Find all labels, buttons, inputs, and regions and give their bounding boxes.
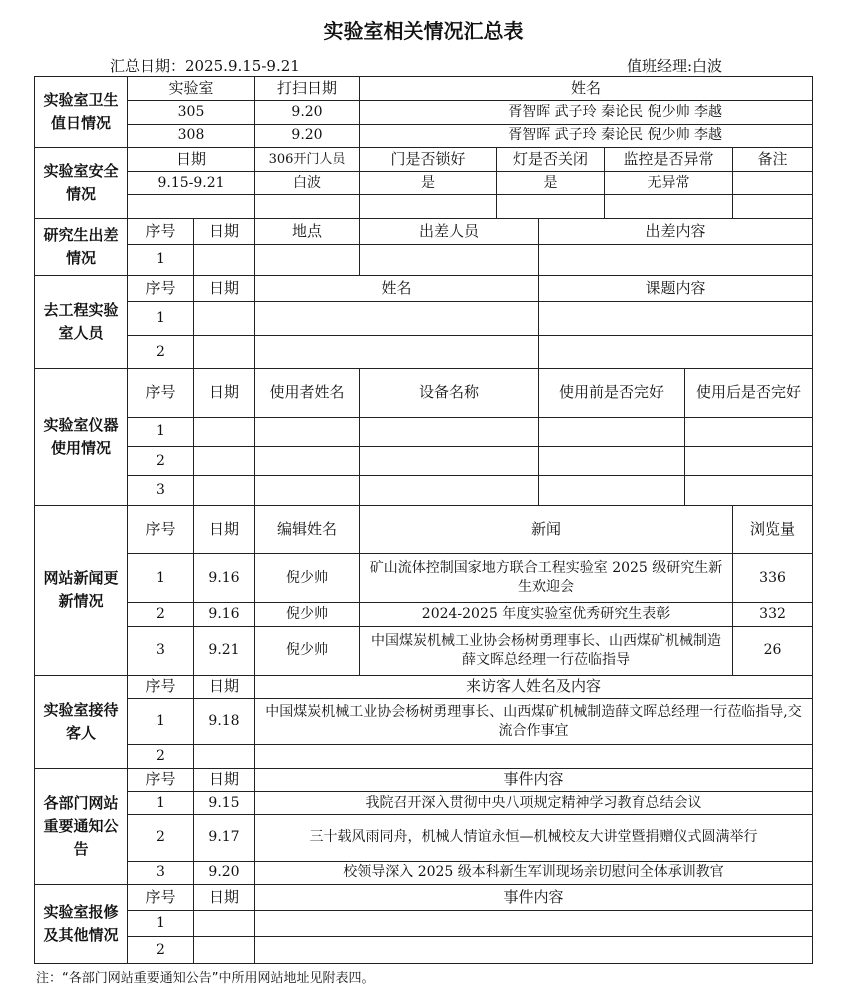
instrument-row [35,476,813,505]
empty-cell [194,447,255,476]
notices-date: 9.15 [194,791,255,814]
instrument-header-after: 使用后是否完好 [685,369,813,418]
empty-cell [539,244,813,275]
empty-cell [360,244,539,275]
trip-header-people: 出差人员 [360,218,539,244]
empty-cell [360,476,539,505]
instrument-no: 3 [128,476,194,505]
empty-cell [360,417,539,446]
repair-header-row [35,884,813,910]
visitors-date: 9.18 [194,698,255,745]
instrument-no: 2 [128,447,194,476]
empty-cell [685,447,813,476]
empty-cell [255,447,360,476]
empty-cell [360,447,539,476]
empty-cell [539,476,685,505]
hygiene-room: 305 [128,101,255,124]
instrument-header-date: 日期 [194,369,255,418]
visitors-no: 2 [128,745,194,768]
notices-content: 校领导深入 2025 级本科新生军训现场亲切慰问全体承训教官 [255,861,813,884]
safety-header-monitor: 监控是否异常 [605,147,733,171]
visitors-content: 中国煤炭机械工业协会杨树勇理事长、山西煤矿机械制造薛文晖总经理一行莅临指导,交流合作事宜 [255,698,813,745]
empty-cell [194,937,255,964]
empty-cell [194,302,255,335]
safety-monitor: 无异常 [605,172,733,195]
instrument-section-label: 实验室仪器使用情况 [35,369,128,506]
news-title: 矿山流体控制国家地方联合工程实验室 2025 级研究生新生欢迎会 [360,554,733,603]
engineering-header-no: 序号 [128,276,194,302]
trip-header-date: 日期 [194,218,255,244]
notices-header-no: 序号 [128,768,194,791]
safety-person: 白波 [255,172,360,195]
engineering-row [35,302,813,335]
notices-date: 9.17 [194,815,255,862]
trip-header-no: 序号 [128,218,194,244]
instrument-header-no: 序号 [128,369,194,418]
empty-cell [194,476,255,505]
empty-cell [255,911,813,937]
empty-cell [539,417,685,446]
hygiene-header-date: 打扫日期 [255,77,360,101]
hygiene-row [35,124,813,147]
repair-no: 1 [128,911,194,937]
visitors-row [35,698,813,745]
visitors-no: 1 [128,698,194,745]
visitors-row [35,745,813,768]
news-section-label: 网站新闻更新情况 [35,505,128,675]
instrument-header-user: 使用者姓名 [255,369,360,418]
instrument-row [35,417,813,446]
news-title: 中国煤炭机械工业协会杨树勇理事长、山西煤矿机械制造薛文晖总经理一行莅临指导 [360,627,733,676]
news-date: 9.16 [194,602,255,626]
empty-cell [255,195,360,218]
notices-content: 我院召开深入贯彻中央八项规定精神学习教育总结会议 [255,791,813,814]
instrument-header-before: 使用前是否完好 [539,369,685,418]
repair-row [35,937,813,964]
summary-table [34,76,813,964]
hygiene-names: 胥智晖 武子玲 秦论民 倪少帅 李越 [360,124,813,147]
news-row [35,602,813,626]
empty-cell [733,195,813,218]
empty-cell [539,335,813,368]
safety-section-label: 实验室安全情况 [35,147,128,218]
safety-lights-off: 是 [497,172,605,195]
empty-cell [255,937,813,964]
empty-cell [539,447,685,476]
news-header-row [35,505,813,554]
engineering-header-name: 姓名 [255,276,539,302]
empty-cell [194,244,255,275]
news-title: 2024-2025 年度实验室优秀研究生表彰 [360,602,733,626]
engineering-header-row [35,276,813,302]
empty-cell [685,476,813,505]
safety-locked: 是 [360,172,497,195]
notices-row [35,861,813,884]
repair-no: 2 [128,937,194,964]
notices-no: 2 [128,815,194,862]
page-title: 实验室相关情况汇总表 [323,19,524,43]
safety-empty-row [35,195,813,218]
trip-row [35,244,813,275]
notices-row [35,791,813,814]
news-row [35,554,813,603]
news-no: 3 [128,627,194,676]
safety-date: 9.15-9.21 [128,172,255,195]
notices-header-date: 日期 [194,768,255,791]
empty-cell [255,335,539,368]
visitors-header-date: 日期 [194,675,255,698]
empty-cell [255,417,360,446]
news-header-title: 新闻 [360,505,733,554]
trip-section-label: 研究生出差情况 [35,218,128,276]
hygiene-header-row [35,77,813,101]
empty-cell [539,302,813,335]
empty-cell [128,195,255,218]
safety-header-lights: 灯是否关闭 [497,147,605,171]
news-header-views: 浏览量 [733,505,813,554]
trip-header-row [35,218,813,244]
engineering-header-date: 日期 [194,276,255,302]
instrument-no: 1 [128,417,194,446]
hygiene-row [35,101,813,124]
footnote: 注：“各部门网站重要通知公告”中所用网站地址见附表四。 [36,971,375,986]
repair-section-label: 实验室报修及其他情况 [35,884,128,963]
notices-content: 三十载风雨同舟，机械人情谊永恒—机械校友大讲堂暨捐赠仪式圆满举行 [255,815,813,862]
summary-date: 汇总日期：2025.9.15-9.21 [110,57,300,75]
notices-row [35,815,813,862]
safety-header-locked: 门是否锁好 [360,147,497,171]
hygiene-date: 9.20 [255,124,360,147]
news-no: 2 [128,602,194,626]
news-header-no: 序号 [128,505,194,554]
repair-header-no: 序号 [128,884,194,910]
empty-cell [194,335,255,368]
notices-header-content: 事件内容 [255,768,813,791]
instrument-header-row [35,369,813,418]
notices-header-row [35,768,813,791]
repair-header-content: 事件内容 [255,884,813,910]
trip-header-place: 地点 [255,218,360,244]
visitors-header-content: 来访客人姓名及内容 [255,675,813,698]
empty-cell [255,244,360,275]
safety-row [35,172,813,195]
empty-cell [194,417,255,446]
empty-cell [194,745,255,768]
notices-section-label: 各部门网站重要通知公告 [35,768,128,884]
safety-header-note: 备注 [733,147,813,171]
news-row [35,627,813,676]
trip-no: 1 [128,244,194,275]
instrument-header-device: 设备名称 [360,369,539,418]
news-header-editor: 编辑姓名 [255,505,360,554]
safety-header-person: 306开门人员 [255,147,360,171]
news-date: 9.16 [194,554,255,603]
empty-cell [255,745,813,768]
empty-cell [605,195,733,218]
hygiene-section-label: 实验室卫生值日情况 [35,77,128,148]
news-date: 9.21 [194,627,255,676]
news-views: 26 [733,627,813,676]
repair-header-date: 日期 [194,884,255,910]
engineering-no: 2 [128,335,194,368]
empty-cell [360,195,497,218]
engineering-section-label: 去工程实验室人员 [35,276,128,369]
news-no: 1 [128,554,194,603]
engineering-row [35,335,813,368]
empty-cell [497,195,605,218]
empty-cell [685,417,813,446]
hygiene-date: 9.20 [255,101,360,124]
summary-table-container [34,76,812,964]
notices-no: 3 [128,861,194,884]
hygiene-room: 308 [128,124,255,147]
safety-note [733,172,813,195]
notices-no: 1 [128,791,194,814]
news-views: 336 [733,554,813,603]
duty-manager: 值班经理:白波 [627,57,723,75]
news-views: 332 [733,602,813,626]
safety-header-date: 日期 [128,147,255,171]
trip-header-content: 出差内容 [539,218,813,244]
visitors-section-label: 实验室接待客人 [35,675,128,768]
news-editor: 倪少帅 [255,602,360,626]
safety-header-row [35,147,813,171]
visitors-header-row [35,675,813,698]
repair-row [35,911,813,937]
news-editor: 倪少帅 [255,627,360,676]
engineering-header-topic: 课题内容 [539,276,813,302]
visitors-header-no: 序号 [128,675,194,698]
news-header-date: 日期 [194,505,255,554]
engineering-no: 1 [128,302,194,335]
hygiene-header-names: 姓名 [360,77,813,101]
notices-date: 9.20 [194,861,255,884]
empty-cell [255,476,360,505]
hygiene-names: 胥智晖 武子玲 秦论民 倪少帅 李越 [360,101,813,124]
empty-cell [255,302,539,335]
news-editor: 倪少帅 [255,554,360,603]
hygiene-header-room: 实验室 [128,77,255,101]
instrument-row [35,447,813,476]
empty-cell [194,911,255,937]
